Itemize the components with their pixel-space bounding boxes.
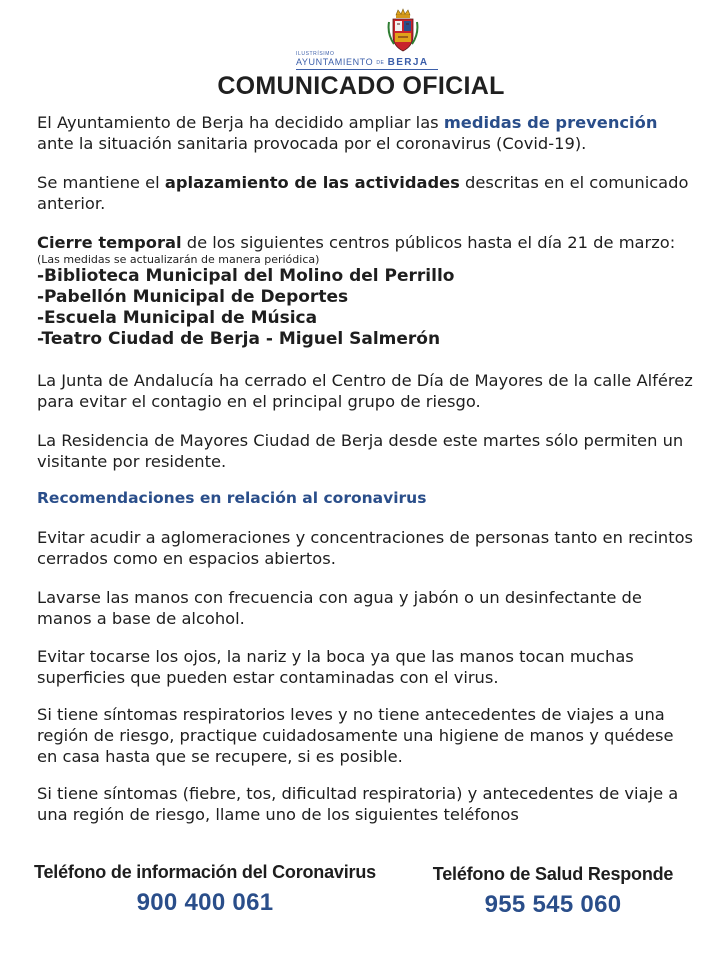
paragraph-residence: La Residencia de Mayores Ciudad de Berja desde este martes sólo permiten un visitante por residente. xyxy=(37,431,684,471)
p1-text-c: ante la situación sanitaria provocada por el coronavirus (Covid-19). xyxy=(37,134,587,153)
phone-salud-responde xyxy=(418,864,688,919)
p3-text-b: de los siguientes centros públicos hasta el día 21 de marzo: xyxy=(181,233,676,252)
paragraph-postponement xyxy=(37,172,697,214)
recommendation-5: Si tiene síntomas (fiebre, tos, dificultad respiratoria) y antecedentes de viaje a una región de riesgo, llame uno de los siguientes teléfonos xyxy=(37,784,679,824)
phone-label: Teléfono de información del Coronavirus xyxy=(34,862,376,882)
list-item: -Pabellón Municipal de Deportes xyxy=(37,287,349,307)
phone-number[interactable]: 900 400 061 xyxy=(136,889,274,916)
recommendation-2: Lavarse las manos con frecuencia con agua y jabón o un desinfectante de manos a base de alcohol. xyxy=(37,588,642,628)
paragraph-measures xyxy=(37,112,697,154)
paragraph-closures xyxy=(37,232,697,350)
recommendations-title: Recomendaciones en relación al coronavirus xyxy=(37,489,427,507)
logo-top-text: ILUSTRÍSIMO xyxy=(296,51,335,57)
coat-of-arms-icon xyxy=(386,8,420,54)
logo-underline xyxy=(296,69,438,70)
p1-text-a: El Ayuntamiento de Berja ha decidido ampliar las xyxy=(37,113,444,132)
list-item: -Teatro Ciudad de Berja - Miguel Salmerón xyxy=(37,329,441,349)
phone-label: Teléfono de Salud Responde xyxy=(432,864,674,884)
logo-word-ayuntamiento: AYUNTAMIENTO xyxy=(296,57,374,67)
recommendation-4: Si tiene síntomas respiratorios leves y no tiene antecedentes de viajes a una región de riesgo, practique cuidadosamente una higiene de manos y quédese en casa hasta que se recupere, si es posible. xyxy=(37,705,674,766)
closed-centers-list xyxy=(37,266,697,350)
p3-bold: Cierre temporal xyxy=(37,233,182,252)
paragraph-junta: La Junta de Andalucía ha cerrado el Centro de Día de Mayores de la calle Alférez para evitar el contagio en el principal grupo de riesgo. xyxy=(37,371,693,411)
phone-coronavirus-info xyxy=(30,862,380,917)
list-item: -Escuela Municipal de Música xyxy=(37,308,318,328)
p1-highlight: medidas de prevención xyxy=(443,113,658,132)
p2-bold: aplazamiento de las actividades xyxy=(164,173,460,192)
p2-text-a: Se mantiene el xyxy=(37,173,165,192)
p2-text-c: descritas en el comunicado anterior. xyxy=(37,173,689,213)
logo-word-de: DE xyxy=(376,60,385,66)
page-title: COMUNICADO OFICIAL xyxy=(217,72,505,100)
list-item: -Biblioteca Municipal del Molino del Perrillo xyxy=(37,266,455,286)
berja-logo xyxy=(0,8,722,68)
phone-number[interactable]: 955 545 060 xyxy=(484,891,622,918)
recommendation-3: Evitar tocarse los ojos, la nariz y la boca ya que las manos tocan muchas superficies que pueden estar contaminadas con el virus. xyxy=(37,647,634,687)
logo-main-text xyxy=(296,57,429,68)
periodic-update-note: (Las medidas se actualizarán de manera periódica) xyxy=(37,253,320,266)
recommendation-1: Evitar acudir a aglomeraciones y concentraciones de personas tanto en recintos cerrados como en espacios abiertos. xyxy=(37,528,694,568)
logo-word-berja: BERJA xyxy=(387,57,429,68)
